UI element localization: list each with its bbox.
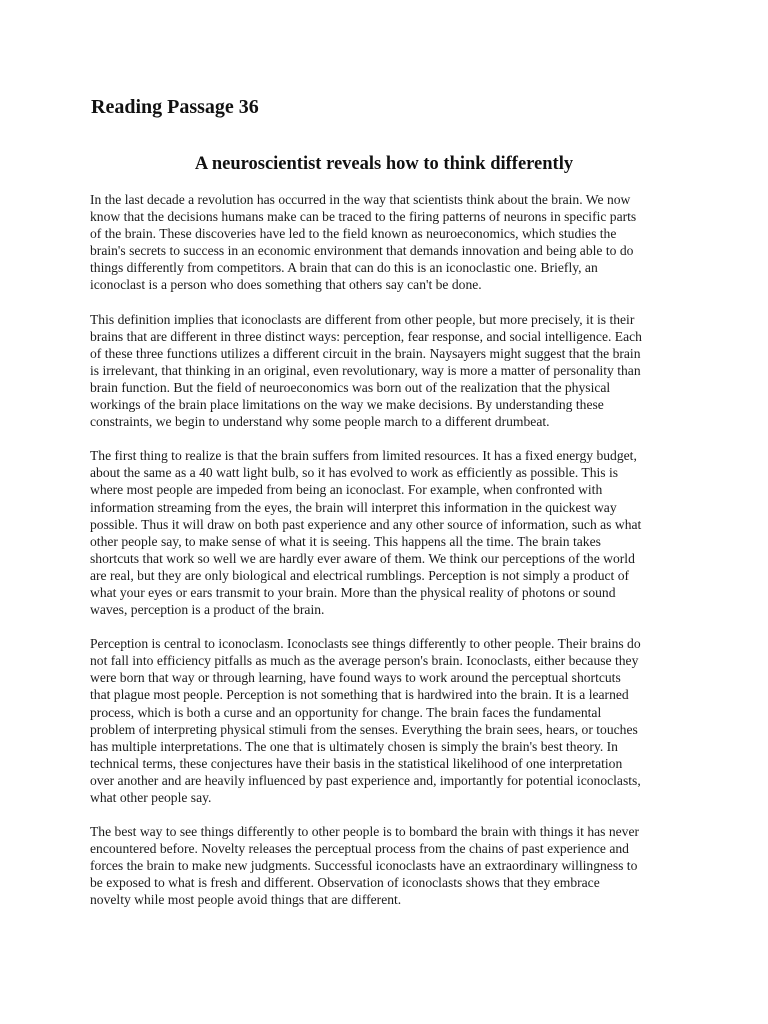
text-line: encountered before. Novelty releases the perceptual process from the chains of past experience and <box>90 841 629 857</box>
text-line: constraints, we begin to understand why some people march to a different drumbeat. <box>90 414 550 430</box>
text-line: where most people are impeded from being an iconoclast. For example, when confronted with <box>90 482 603 498</box>
article-title: A neuroscientist reveals how to think differently <box>194 154 574 174</box>
text-line: other people say, to make sense of what it is seeing. This happens all the time. The brain takes <box>90 533 601 549</box>
text-line: brain's secrets to success in an economic environment that demands innovation and being able to do <box>90 243 634 259</box>
text-line: process, which is both a curse and an opportunity for change. The brain faces the fundamental <box>90 704 602 720</box>
text-line: This definition implies that iconoclasts are different from other people, but more precisely, it is their <box>90 311 635 327</box>
text-line: shortcuts that work so well we are hardly ever aware of them. We think our perceptions of the world <box>90 550 635 566</box>
paragraph-4 <box>90 635 682 806</box>
text-line: things differently from competitors. A brain that can do this is an iconoclastic one. Briefly, an <box>90 260 598 276</box>
text-line: technical terms, these conjectures have their basis in the statistical likelihood of one interpretation <box>90 755 623 771</box>
text-line: of the brain. These discoveries have led to the field known as neuroeconomics, which studies the <box>90 226 617 242</box>
text-line: novelty while most people avoid things that are different. <box>90 892 402 908</box>
text-line: The first thing to realize is that the brain suffers from limited resources. It has a fixed energy budget, <box>90 448 637 464</box>
article-body <box>90 191 682 926</box>
text-line: about the same as a 40 watt light bulb, so it has evolved to work as efficiently as possible. This is <box>90 465 619 481</box>
paragraph-2 <box>90 311 682 431</box>
text-line: waves, perception is a product of the brain. <box>90 602 325 618</box>
text-line: Perception is central to iconoclasm. Iconoclasts see things differently to other people. Their brains do <box>90 636 641 652</box>
text-line: brains that are different in three distinct ways: perception, fear response, and social intelligence. Each <box>90 328 642 344</box>
paragraph-5 <box>90 823 682 908</box>
text-line: In the last decade a revolution has occurred in the way that scientists think about the brain. We now <box>90 192 631 207</box>
text-line: information streaming from the eyes, the brain will interpret this information in the quickest way <box>90 499 617 515</box>
paragraph-1 <box>90 191 682 294</box>
text-line: of these three functions utilizes a different circuit in the brain. Naysayers might suggest that the brain <box>90 345 641 361</box>
text-line: know that the decisions humans make can be traced to the firing patterns of neurons in specific parts <box>90 209 637 225</box>
text-line: is irrelevant, that thinking in an original, even revolutionary, way is more a matter of personality than <box>90 362 641 378</box>
text-line: forces the brain to make new judgments. Successful iconoclasts have an extraordinary willingness to <box>90 858 638 874</box>
text-line: were born that way or through learning, have found ways to work around the perceptual shortcuts <box>90 670 621 686</box>
text-line: possible. Thus it will draw on both past experience and any other source of information, such as what <box>90 516 642 532</box>
text-line: brain function. But the field of neuroeconomics was born out of the realization that the physical <box>90 379 611 395</box>
text-line: iconoclast is a person who does something that others say can't be done. <box>90 277 482 293</box>
text-line: be exposed to what is fresh and different. Observation of iconoclasts shows that they embrace <box>90 875 600 891</box>
text-line: are real, but they are only biological and electrical rumblings. Perception is not simply a product of <box>90 567 630 583</box>
text-line: workings of the brain place limitations on the way we make decisions. By understanding these <box>90 397 604 413</box>
text-line: not fall into efficiency pitfalls as much as the average person's brain. Iconoclasts, either because they <box>90 653 639 669</box>
paragraph-3 <box>90 447 682 618</box>
text-line: has multiple interpretations. The one that is ultimately chosen is simply the brain's best theory. In <box>90 738 618 754</box>
text-line: what your eyes or ears transmit to your brain. More than the physical reality of photons or sound <box>90 584 616 600</box>
passage-label: Reading Passage 36 <box>91 96 259 118</box>
text-line: The best way to see things differently to other people is to bombard the brain with things it has never <box>90 824 640 840</box>
text-line: over another and are heavily influenced by past experience and, importantly for potential iconoclasts, <box>90 772 641 788</box>
text-line: that plague most people. Perception is not something that is hardwired into the brain. It is a learned <box>90 687 629 703</box>
text-line: problem of interpreting physical stimuli from the senses. Everything the brain sees, hears, or touches <box>90 721 638 737</box>
text-line: what other people say. <box>90 790 212 805</box>
